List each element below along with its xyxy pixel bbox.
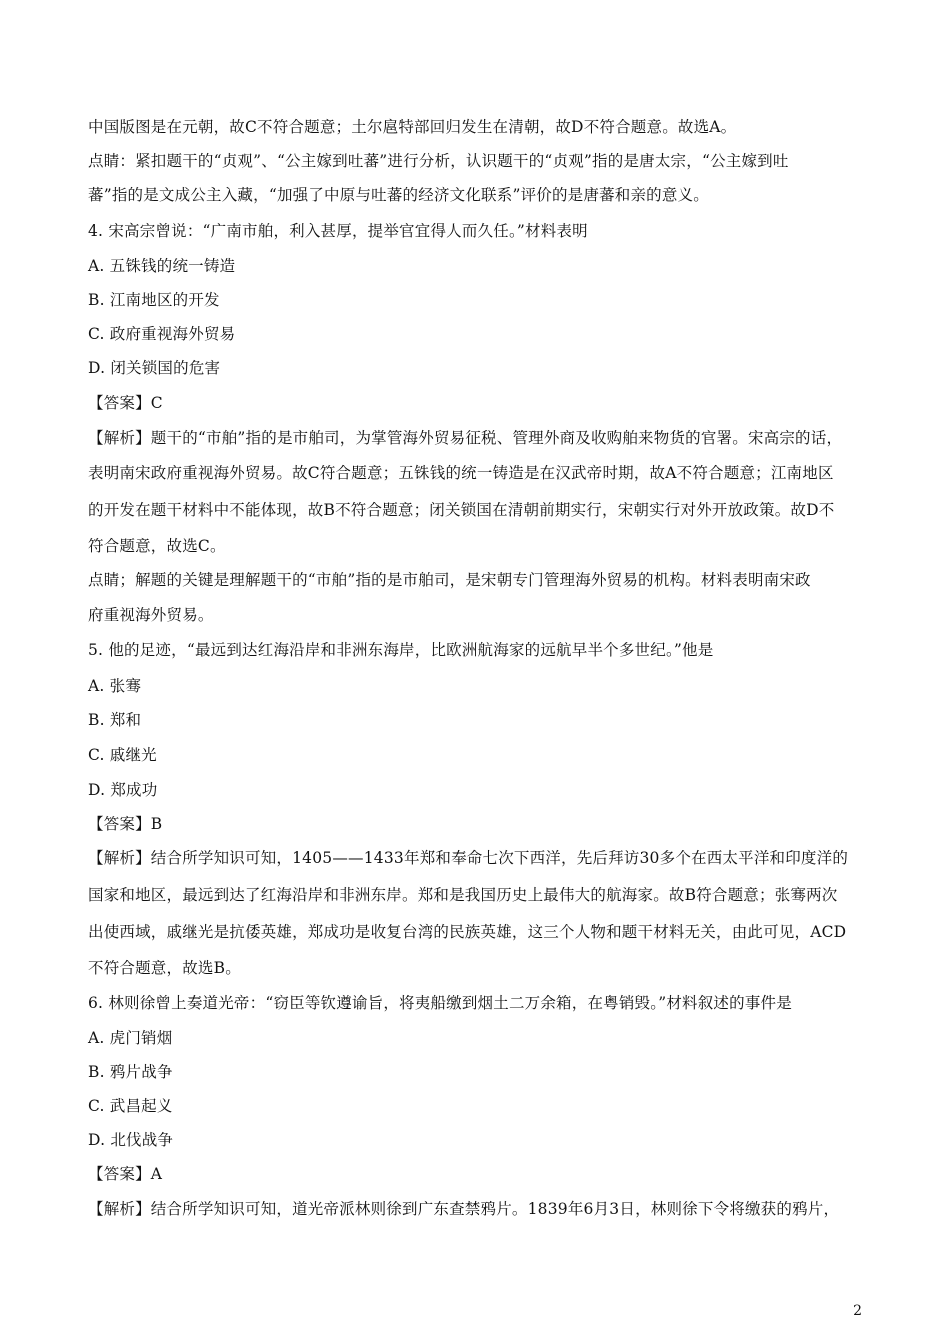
option-c: C. 戚继光 — [88, 746, 157, 764]
analysis-line: 表明南宋政府重视海外贸易。故C符合题意；五铢钱的统一铸造是在汉武帝时期，故A不符合题意；江南地区 — [88, 464, 834, 482]
analysis-line: 【解析】题干的“市舶”指的是市舶司，为掌管海外贸易征税、管理外商及收购舶来物货的官署。宋高宗的话， — [88, 429, 843, 447]
analysis-line: 【解析】结合所学知识可知，1405——1433年郑和奉命七次下西洋，先后拜访30多个在西太平洋和印度洋的 — [88, 849, 849, 867]
option-d: D. 闭关锁国的危害 — [88, 359, 221, 377]
option-b: B. 江南地区的开发 — [88, 291, 220, 309]
option-c: C. 政府重视海外贸易 — [88, 325, 236, 343]
question-5: 5. 他的足迹，“最远到达红海沿岸和非洲东海岸，比欧洲航海家的远航早半个多世纪。”他是 — [88, 641, 714, 659]
answer-line: 【答案】C — [88, 394, 163, 412]
analysis-line: 国家和地区，最远到达了红海沿岸和非洲东岸。郑和是我国历史上最伟大的航海家。故B符合题意；张骞两次 — [88, 886, 838, 904]
analysis-line: 不符合题意，故选B。 — [88, 959, 241, 977]
text-line: 点睛：紧扣题干的“贞观”、“公主嫁到吐蕃”进行分析，认识题干的“贞观”指的是唐太宗，“公主嫁到吐 — [88, 152, 789, 170]
analysis-line: 出使西域，戚继光是抗倭英雄，郑成功是收复台湾的民族英雄，这三个人物和题干材料无关，由此可见，ACD — [88, 923, 847, 941]
question-6: 6. 林则徐曾上奏道光帝：“窃臣等钦遵谕旨，将夷船缴到烟土二万余箱，在粤销毁。”材料叙述的事件是 — [88, 994, 792, 1012]
option-a: A. 虎门销烟 — [88, 1029, 173, 1047]
option-a: A. 张骞 — [88, 677, 142, 695]
tip-line: 府重视海外贸易。 — [88, 606, 214, 624]
page-number: 2 — [853, 1303, 862, 1319]
option-d: D. 北伐战争 — [88, 1131, 174, 1149]
analysis-line: 【解析】结合所学知识可知，道光帝派林则徐到广东查禁鸦片。1839年6月3日，林则徐下令将缴获的鸦片， — [88, 1200, 840, 1218]
option-a: A. 五铢钱的统一铸造 — [88, 257, 236, 275]
text-line: 中国版图是在元朝，故C不符合题意；土尔扈特部回归发生在清朝，故D不符合题意。故选A。 — [88, 118, 737, 136]
analysis-line: 符合题意，故选C。 — [88, 537, 226, 555]
tip-line: 点睛；解题的关键是理解题干的“市舶”指的是市舶司，是宋朝专门管理海外贸易的机构。材料表明南宋政 — [88, 571, 811, 589]
analysis-line: 的开发在题干材料中不能体现，故B不符合题意；闭关锁国在清朝前期实行，宋朝实行对外开放政策。故D不 — [88, 501, 835, 519]
answer-line: 【答案】A — [88, 1165, 163, 1183]
option-c: C. 武昌起义 — [88, 1097, 173, 1115]
answer-line: 【答案】B — [88, 815, 163, 833]
text-line: 蕃”指的是文成公主入藏，“加强了中原与吐蕃的经济文化联系”评价的是唐蕃和亲的意义。 — [88, 186, 709, 204]
option-b: B. 鸦片战争 — [88, 1063, 173, 1081]
question-4: 4. 宋高宗曾说：“广南市舶，利入甚厚，提举官宜得人而久任。”材料表明 — [88, 222, 588, 240]
option-d: D. 郑成功 — [88, 781, 158, 799]
option-b: B. 郑和 — [88, 711, 142, 729]
